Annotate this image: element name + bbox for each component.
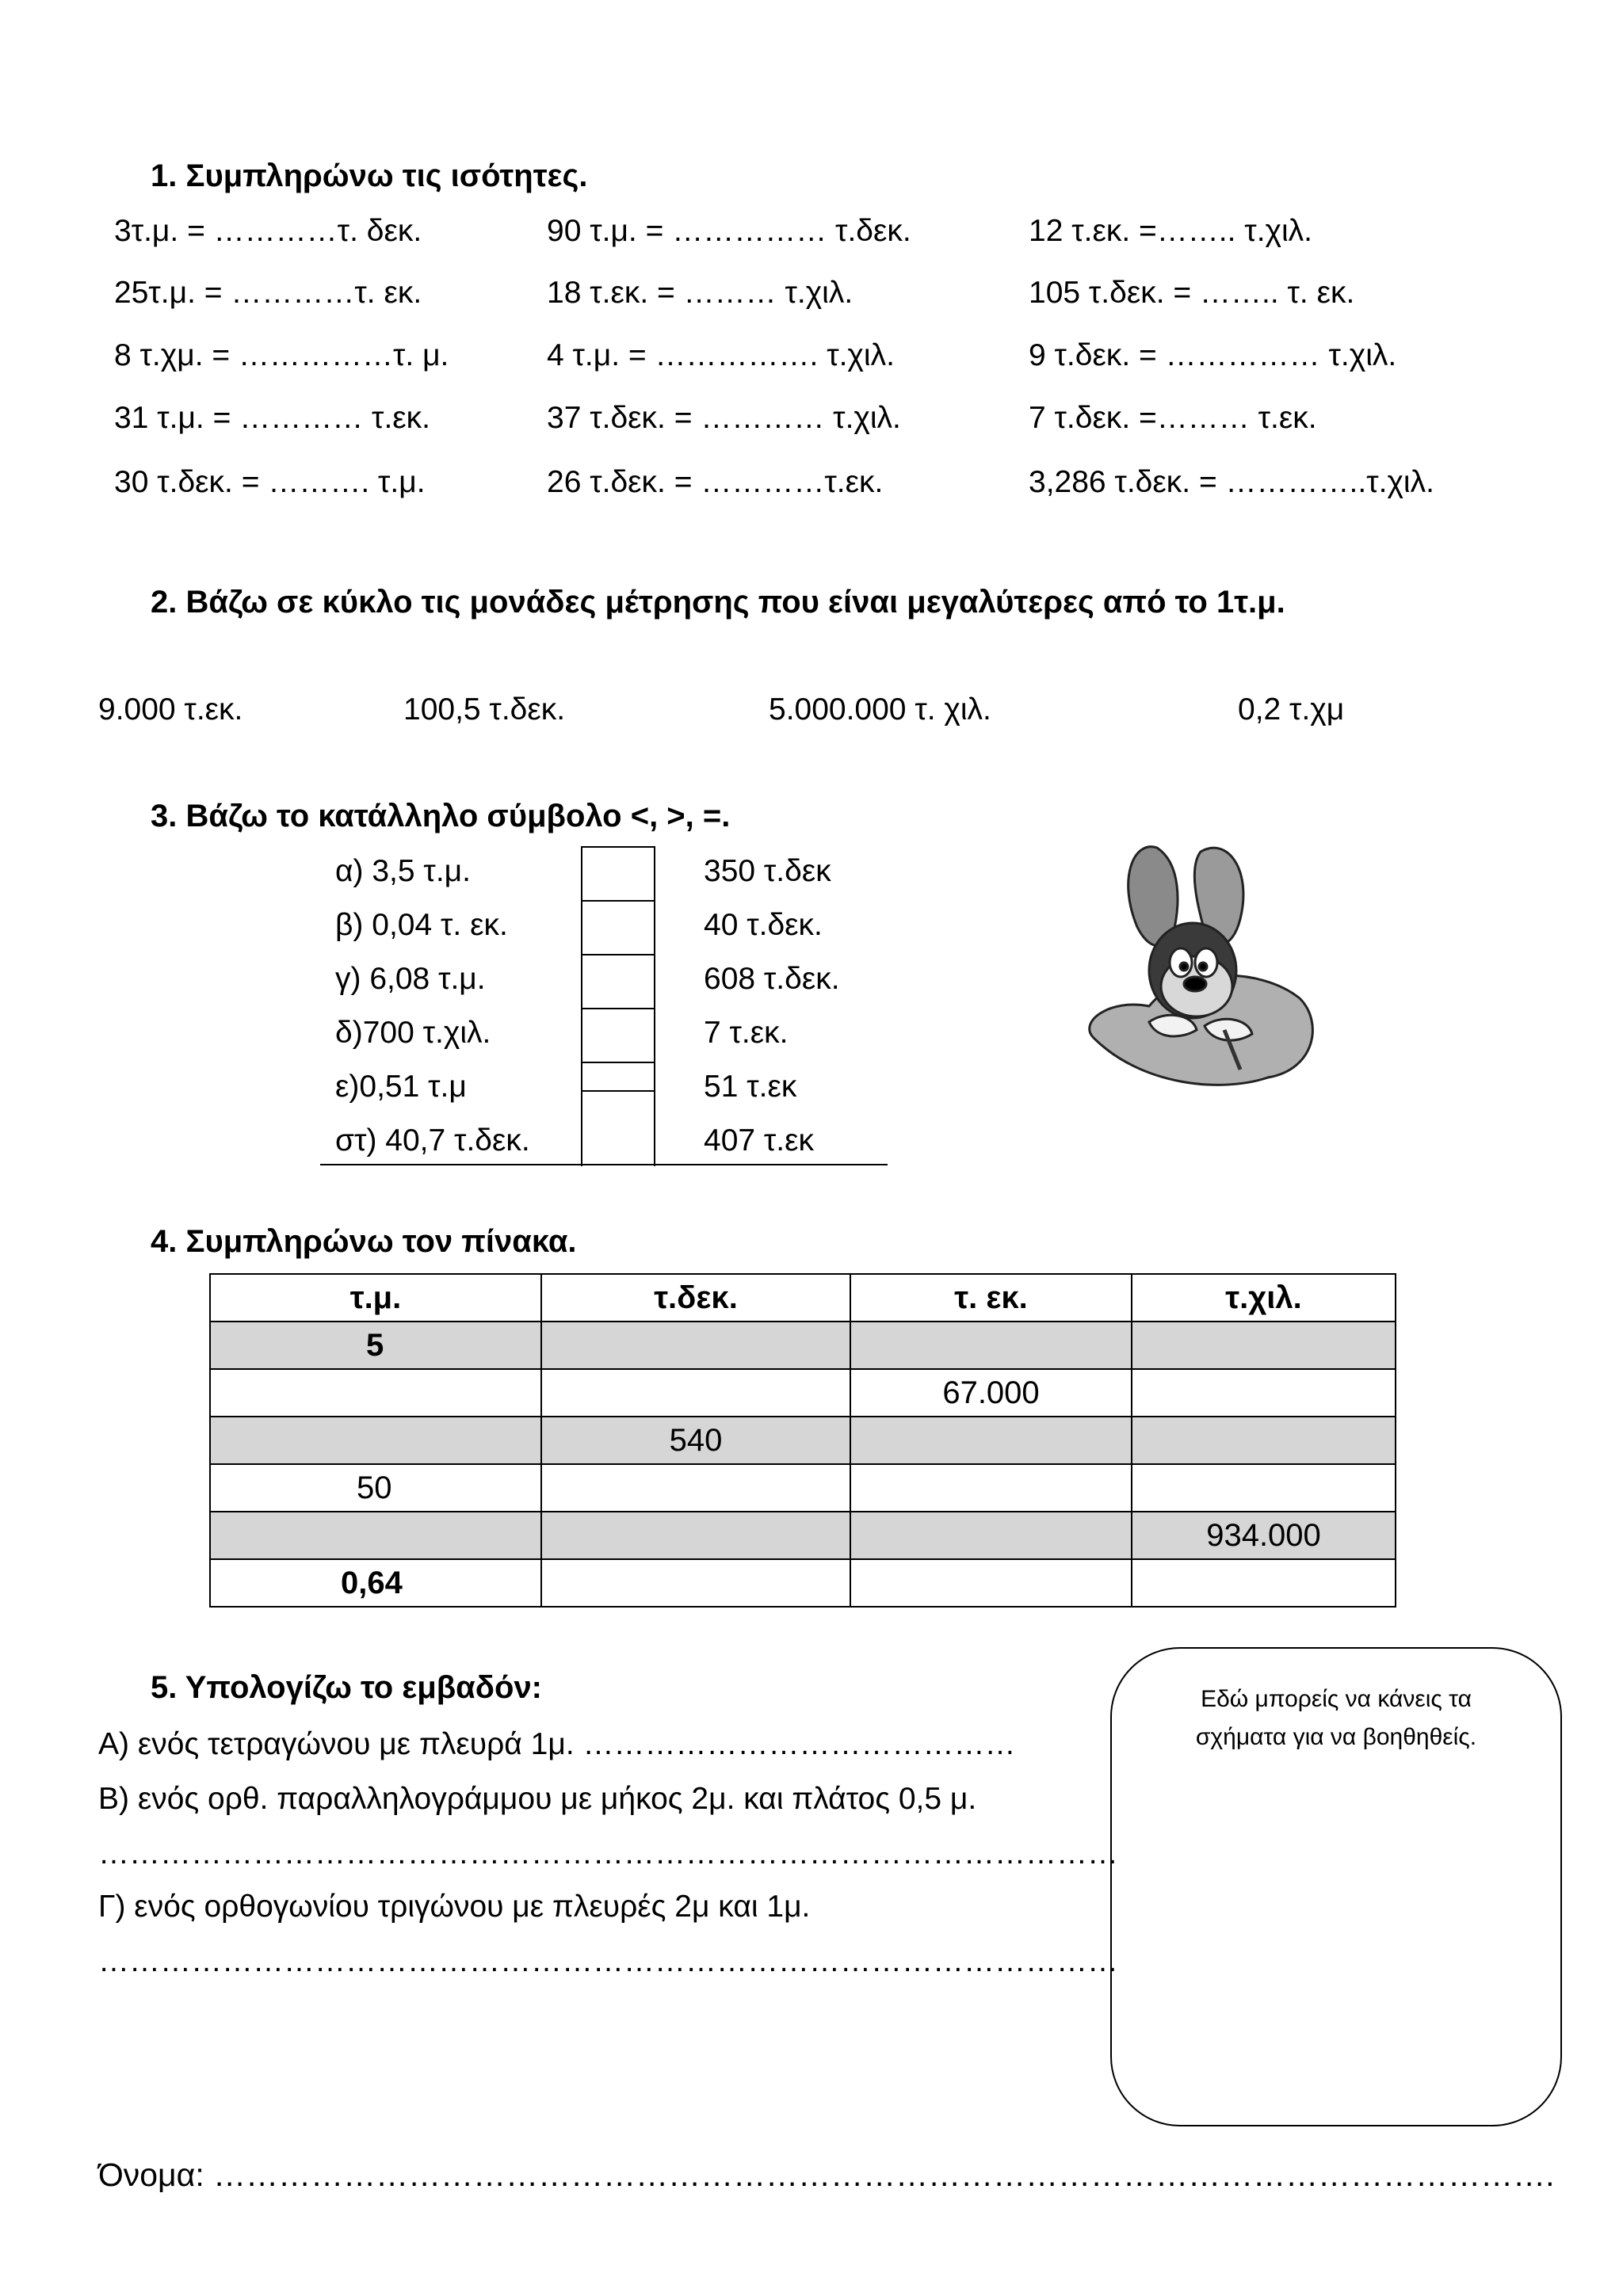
help-box-text: σχήματα για να βοηθηθείς.	[1195, 1724, 1477, 1750]
table-row	[210, 1322, 1396, 1369]
table-cell[interactable]	[850, 1417, 1132, 1464]
comparison-right: 7 τ.εκ.	[704, 1016, 789, 1050]
equation: 3τ.μ. = …………τ. δεκ.	[114, 214, 422, 248]
comparison-right: 608 τ.δεκ.	[704, 962, 840, 996]
equation: 90 τ.μ. = …………… τ.δεκ.	[547, 214, 911, 248]
comparison-right: 51 τ.εκ	[704, 1070, 797, 1104]
table-cell[interactable]	[541, 1464, 850, 1512]
help-box-text: Εδώ μπορείς να κάνεις τα	[1201, 1686, 1472, 1712]
column-header: τ. εκ.	[850, 1274, 1132, 1322]
table-cell[interactable]	[210, 1369, 541, 1417]
equation: 8 τ.χμ. = ……………τ. μ.	[114, 338, 449, 372]
table-cell[interactable]	[850, 1512, 1132, 1559]
table-cell[interactable]	[541, 1369, 850, 1417]
equation: 18 τ.εκ. = ……… τ.χιλ.	[547, 276, 854, 310]
area-question-b: Β) ενός ορθ. παραλληλογράμμου με μήκος 2μ. και πλάτος 0,5 μ.	[98, 1782, 977, 1816]
section2-heading: 2. Βάζω σε κύκλο τις μονάδες μέτρησης που είναι μεγαλύτερες από το 1τ.μ.	[151, 585, 1285, 620]
equation: 37 τ.δεκ. = ………… τ.χιλ.	[547, 401, 901, 435]
comparison-left: δ)700 τ.χιλ.	[335, 1016, 491, 1050]
equation: 7 τ.δεκ. =……… τ.εκ.	[1029, 401, 1317, 435]
cartoon-dog-illustration	[1062, 832, 1323, 1117]
answer-dotted-line[interactable]: ………………………………………………………………………………………	[98, 1836, 1118, 1871]
equation: 105 τ.δεκ. = …….. τ. εκ.	[1029, 276, 1355, 310]
comparison-left: β) 0,04 τ. εκ.	[335, 908, 508, 942]
unit-option[interactable]: 0,2 τ.χμ	[1238, 692, 1345, 727]
equation: 9 τ.δεκ. = …………… τ.χιλ.	[1029, 338, 1397, 372]
table-cell[interactable]	[541, 1512, 850, 1559]
table-cell[interactable]	[541, 1559, 850, 1607]
comparison-baseline	[320, 1164, 888, 1165]
column-header: τ.μ.	[210, 1274, 541, 1322]
table-cell[interactable]: 0,64	[210, 1559, 541, 1607]
table-cell[interactable]	[850, 1322, 1132, 1369]
table-header-row	[210, 1274, 1396, 1322]
table-row	[210, 1417, 1396, 1464]
equation: 25τ.μ. = …………τ. εκ.	[114, 276, 422, 310]
symbol-box-divider	[582, 1062, 654, 1063]
table-cell[interactable]	[1132, 1369, 1396, 1417]
unit-option[interactable]: 9.000 τ.εκ.	[98, 692, 243, 727]
table-cell[interactable]	[850, 1559, 1132, 1607]
equation: 30 τ.δεκ. = ………. τ.μ.	[114, 465, 426, 499]
symbol-box-divider	[582, 954, 654, 955]
section5-heading: 5. Υπολογίζω το εμβαδόν:	[151, 1670, 543, 1705]
table-cell[interactable]	[210, 1417, 541, 1464]
table-cell[interactable]: 67.000	[850, 1369, 1132, 1417]
comparison-left: ε)0,51 τ.μ	[335, 1070, 467, 1104]
equation: 26 τ.δεκ. = …………τ.εκ.	[547, 465, 884, 499]
equation: 3,286 τ.δεκ. = …………..τ.χιλ.	[1029, 465, 1434, 499]
comparison-right: 407 τ.εκ	[704, 1123, 815, 1158]
equation: 31 τ.μ. = ………… τ.εκ.	[114, 401, 431, 435]
table-cell[interactable]	[1132, 1464, 1396, 1512]
section1-heading: 1. Συμπληρώνω τις ισότητες.	[151, 158, 588, 193]
table-cell[interactable]	[1132, 1559, 1396, 1607]
comparison-right: 40 τ.δεκ.	[704, 908, 823, 942]
table-row	[210, 1559, 1396, 1607]
unit-option[interactable]: 5.000.000 τ. χιλ.	[769, 692, 991, 727]
unit-option[interactable]: 100,5 τ.δεκ.	[403, 692, 566, 727]
symbol-box-divider	[582, 900, 654, 902]
comparison-left: γ) 6,08 τ.μ.	[335, 962, 486, 996]
conversion-table	[209, 1273, 1396, 1608]
table-row	[210, 1369, 1396, 1417]
table-row	[210, 1512, 1396, 1559]
section3-heading: 3. Βάζω το κατάλληλο σύμβολο <, >, =.	[151, 799, 731, 833]
table-cell[interactable]	[850, 1464, 1132, 1512]
column-header: τ.δεκ.	[541, 1274, 850, 1322]
symbol-box-divider	[582, 1008, 654, 1009]
table-cell[interactable]	[1132, 1417, 1396, 1464]
table-cell[interactable]: 50	[210, 1464, 541, 1512]
area-question-c: Γ) ενός ορθογωνίου τριγώνου με πλευρές 2μ και 1μ.	[98, 1890, 811, 1924]
equation: 12 τ.εκ. =…….. τ.χιλ.	[1029, 214, 1313, 248]
area-question-a: Α) ενός τετραγώνου με πλευρά 1μ. ……………………………………	[98, 1727, 1016, 1761]
table-cell[interactable]: 540	[541, 1417, 850, 1464]
table-cell[interactable]: 934.000	[1132, 1512, 1396, 1559]
table-cell[interactable]	[1132, 1322, 1396, 1369]
drawing-help-box[interactable]	[1110, 1647, 1562, 2126]
table-cell[interactable]	[541, 1322, 850, 1369]
column-header: τ.χιλ.	[1132, 1274, 1396, 1322]
table-cell[interactable]: 5	[210, 1322, 541, 1369]
answer-dotted-line[interactable]: ………………………………………………………………………………………	[98, 1944, 1118, 1978]
equation: 4 τ.μ. = ……………. τ.χιλ.	[547, 338, 895, 372]
comparison-left: α) 3,5 τ.μ.	[335, 854, 471, 888]
comparison-left: στ) 40,7 τ.δεκ.	[335, 1123, 530, 1158]
comparison-right: 350 τ.δεκ	[704, 854, 831, 888]
symbol-box-divider	[582, 1090, 654, 1092]
section4-heading: 4. Συμπληρώνω τον πίνακα.	[151, 1224, 577, 1259]
table-row	[210, 1464, 1396, 1512]
student-name-line[interactable]: Όνομα: …………………………………………………………………………………………………………….	[98, 2157, 1555, 2193]
table-cell[interactable]	[210, 1512, 541, 1559]
symbol-boxes[interactable]	[581, 846, 655, 1166]
